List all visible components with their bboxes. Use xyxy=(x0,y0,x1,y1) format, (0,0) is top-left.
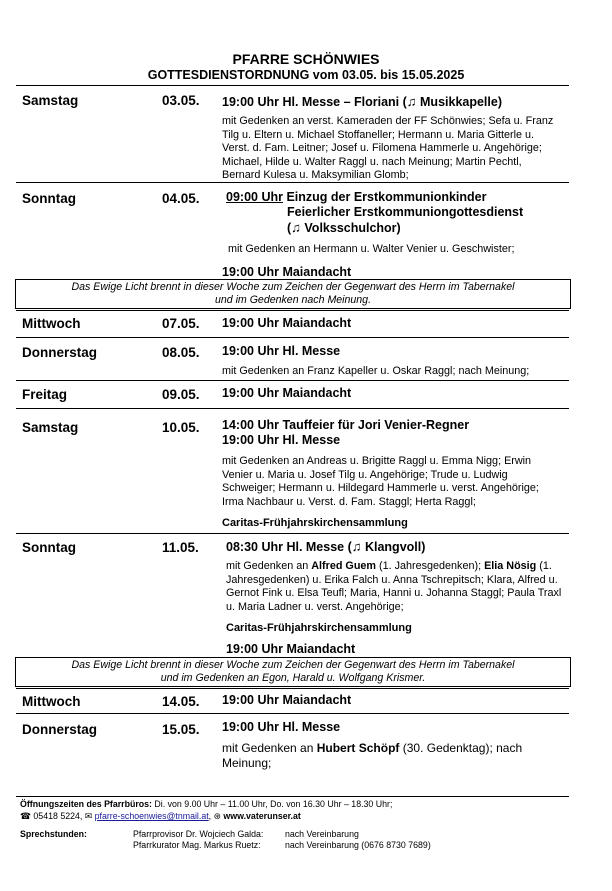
row-divider xyxy=(16,533,569,534)
music-note-icon: ♫ xyxy=(291,220,301,235)
event-line: 19:00 Uhr Hl. Messe – Floriani (♫ Musikkapelle) xyxy=(222,94,502,109)
mail-icon: ✉ xyxy=(84,811,93,821)
row-divider xyxy=(16,688,569,689)
curate-hours: nach Vereinbarung (0676 8730 7689) xyxy=(285,840,431,850)
day-label: Donnerstag xyxy=(22,722,98,737)
row-divider xyxy=(16,380,569,381)
web-icon: ⊛ xyxy=(213,811,221,821)
event-line: 09:00 Uhr Einzug der Erstkommunionkinder xyxy=(226,190,487,204)
row-divider xyxy=(16,310,569,311)
memorial-text: mit Gedenken an Andreas u. Brigitte Raggl u. Emma Nigg; Erwin Venier u. Maria u. Josef Tilg u. Angehörige; Trude u. Ludwig Schweiger; Hermann u. Hildegard Hammerle u. verst. Angehörige; Irma Nachbaur u. Verst. d. Fam. Staggl; Herta Raggl; xyxy=(222,455,539,508)
office-hours: Öffnungszeiten des Pfarrbüros: Di. von 9.00 Uhr – 11.00 Uhr, Do. von 16.30 Uhr – 18.30 Uhr; xyxy=(20,799,393,809)
memorial-text: mit Gedenken an Franz Kapeller u. Oskar Raggl; nach Meinung; xyxy=(222,365,530,377)
event-line: 19:00 Uhr Hl. Messe xyxy=(222,433,341,447)
email-link[interactable]: pfarre-schoenwies@tnmail.at xyxy=(94,811,209,821)
event-line: 19:00 Uhr Maiandacht xyxy=(222,386,352,400)
event-line: 19:00 Uhr Hl. Messe xyxy=(222,720,341,734)
music-note-icon: ♫ xyxy=(406,94,417,109)
memorial-text: mit Gedenken an Alfred Guem (1. Jahresgedenken); Elia Nösig (1. Jahresgedenken) u. Erika Falch u. Anna Tschrepitsch; Klara, Alfred u. Gernot Fink u. Elsa Teufl; Maria, Hanni u. Johanna Staggl; Paula Traxl u. Maria Ladner u. verst. Angehörige; xyxy=(226,560,562,613)
row-divider xyxy=(16,337,569,338)
eternal-light-note: Das Ewige Licht brennt in dieser Woche zum Zeichen der Gegenwart des Herrn im Tabernakel und im Gedenken an Egon, Harald u. Wolfgang Krismer. xyxy=(15,657,571,687)
curate-name: Pfarrkurator Mag. Markus Ruetz: xyxy=(133,840,261,850)
row-divider xyxy=(16,713,569,714)
header-divider xyxy=(16,85,569,86)
consultation-label: Sprechstunden: xyxy=(20,829,87,839)
website-link[interactable]: www.vaterunser.at xyxy=(223,811,301,821)
event-line: 19:00 Uhr Hl. Messe xyxy=(222,344,341,358)
pastor-name: Pfarrprovisor Dr. Wojciech Galda: xyxy=(133,829,264,839)
event-line: 14:00 Uhr Tauffeier für Jori Venier-Regner xyxy=(222,418,470,432)
event-line: (♫ Volksschulchor) xyxy=(287,220,401,235)
eternal-light-note: Das Ewige Licht brennt in dieser Woche zum Zeichen der Gegenwart des Herrn im Tabernakel und im Gedenken nach Meinung. xyxy=(15,279,571,309)
day-label: Freitag xyxy=(22,387,68,402)
date-label: 03.05. xyxy=(162,93,200,108)
event-line: 08:30 Uhr Hl. Messe (♫ Klangvoll) xyxy=(226,539,426,554)
date-label: 15.05. xyxy=(162,722,200,737)
contact-line: ☎ 05418 5224, ✉ pfarre-schoenwies@tnmail.at, ⊛ www.vaterunser.at xyxy=(20,811,301,821)
collection-label: Caritas-Frühjahrskirchensammlung xyxy=(222,517,408,529)
pastor-hours: nach Vereinbarung xyxy=(285,829,359,839)
event-line: 19:00 Uhr Maiandacht xyxy=(222,316,352,330)
event-line: 19:00 Uhr Maiandacht xyxy=(222,693,352,707)
row-divider xyxy=(16,182,569,183)
day-label: Sonntag xyxy=(22,540,76,555)
parish-title: PFARRE SCHÖNWIES xyxy=(232,51,380,67)
memorial-text: mit Gedenken an verst. Kameraden der FF Schönwies; Sefa u. Franz Tilg u. Eltern u. Michael Stoffaneller; Hermann u. Maria Gitterle u. Verst. d. Fam. Leitner; Josef u. Filomena Hammerle u. Angehörige; Michael, Hilde u. Walter Raggl u. nach Meinung; Martin Pechtl, Bernard Kulesa u. Maksymilian Glomb; xyxy=(222,115,554,181)
day-label: Samstag xyxy=(22,93,79,108)
date-label: 09.05. xyxy=(162,387,200,402)
memorial-text: mit Gedenken an Hermann u. Walter Venier u. Geschwister; xyxy=(228,243,515,255)
day-label: Mittwoch xyxy=(22,316,81,331)
date-label: 11.05. xyxy=(162,540,199,555)
music-note-icon: ♫ xyxy=(351,539,362,554)
day-label: Samstag xyxy=(22,420,79,435)
event-line: Feierlicher Erstkommuniongottesdienst xyxy=(287,205,524,219)
footer-divider xyxy=(16,796,569,797)
day-label: Donnerstag xyxy=(22,345,98,360)
day-label: Mittwoch xyxy=(22,694,81,709)
day-label: Sonntag xyxy=(22,191,76,206)
date-label: 07.05. xyxy=(162,316,200,331)
phone-icon: ☎ xyxy=(20,811,31,821)
date-label: 08.05. xyxy=(162,345,200,360)
memorial-text: mit Gedenken an Hubert Schöpf (30. Gedenktag); nach Meinung; xyxy=(222,741,523,770)
event-line: 19:00 Uhr Maiandacht xyxy=(226,642,356,656)
schedule-title: GOTTESDIENSTORDNUNG vom 03.05. bis 15.05.2025 xyxy=(147,68,465,82)
row-divider xyxy=(16,408,569,409)
date-label: 04.05. xyxy=(162,191,200,206)
collection-label: Caritas-Frühjahrskirchensammlung xyxy=(226,622,412,634)
date-label: 10.05. xyxy=(162,420,200,435)
date-label: 14.05. xyxy=(162,694,200,709)
event-line: 19:00 Uhr Maiandacht xyxy=(222,265,352,279)
